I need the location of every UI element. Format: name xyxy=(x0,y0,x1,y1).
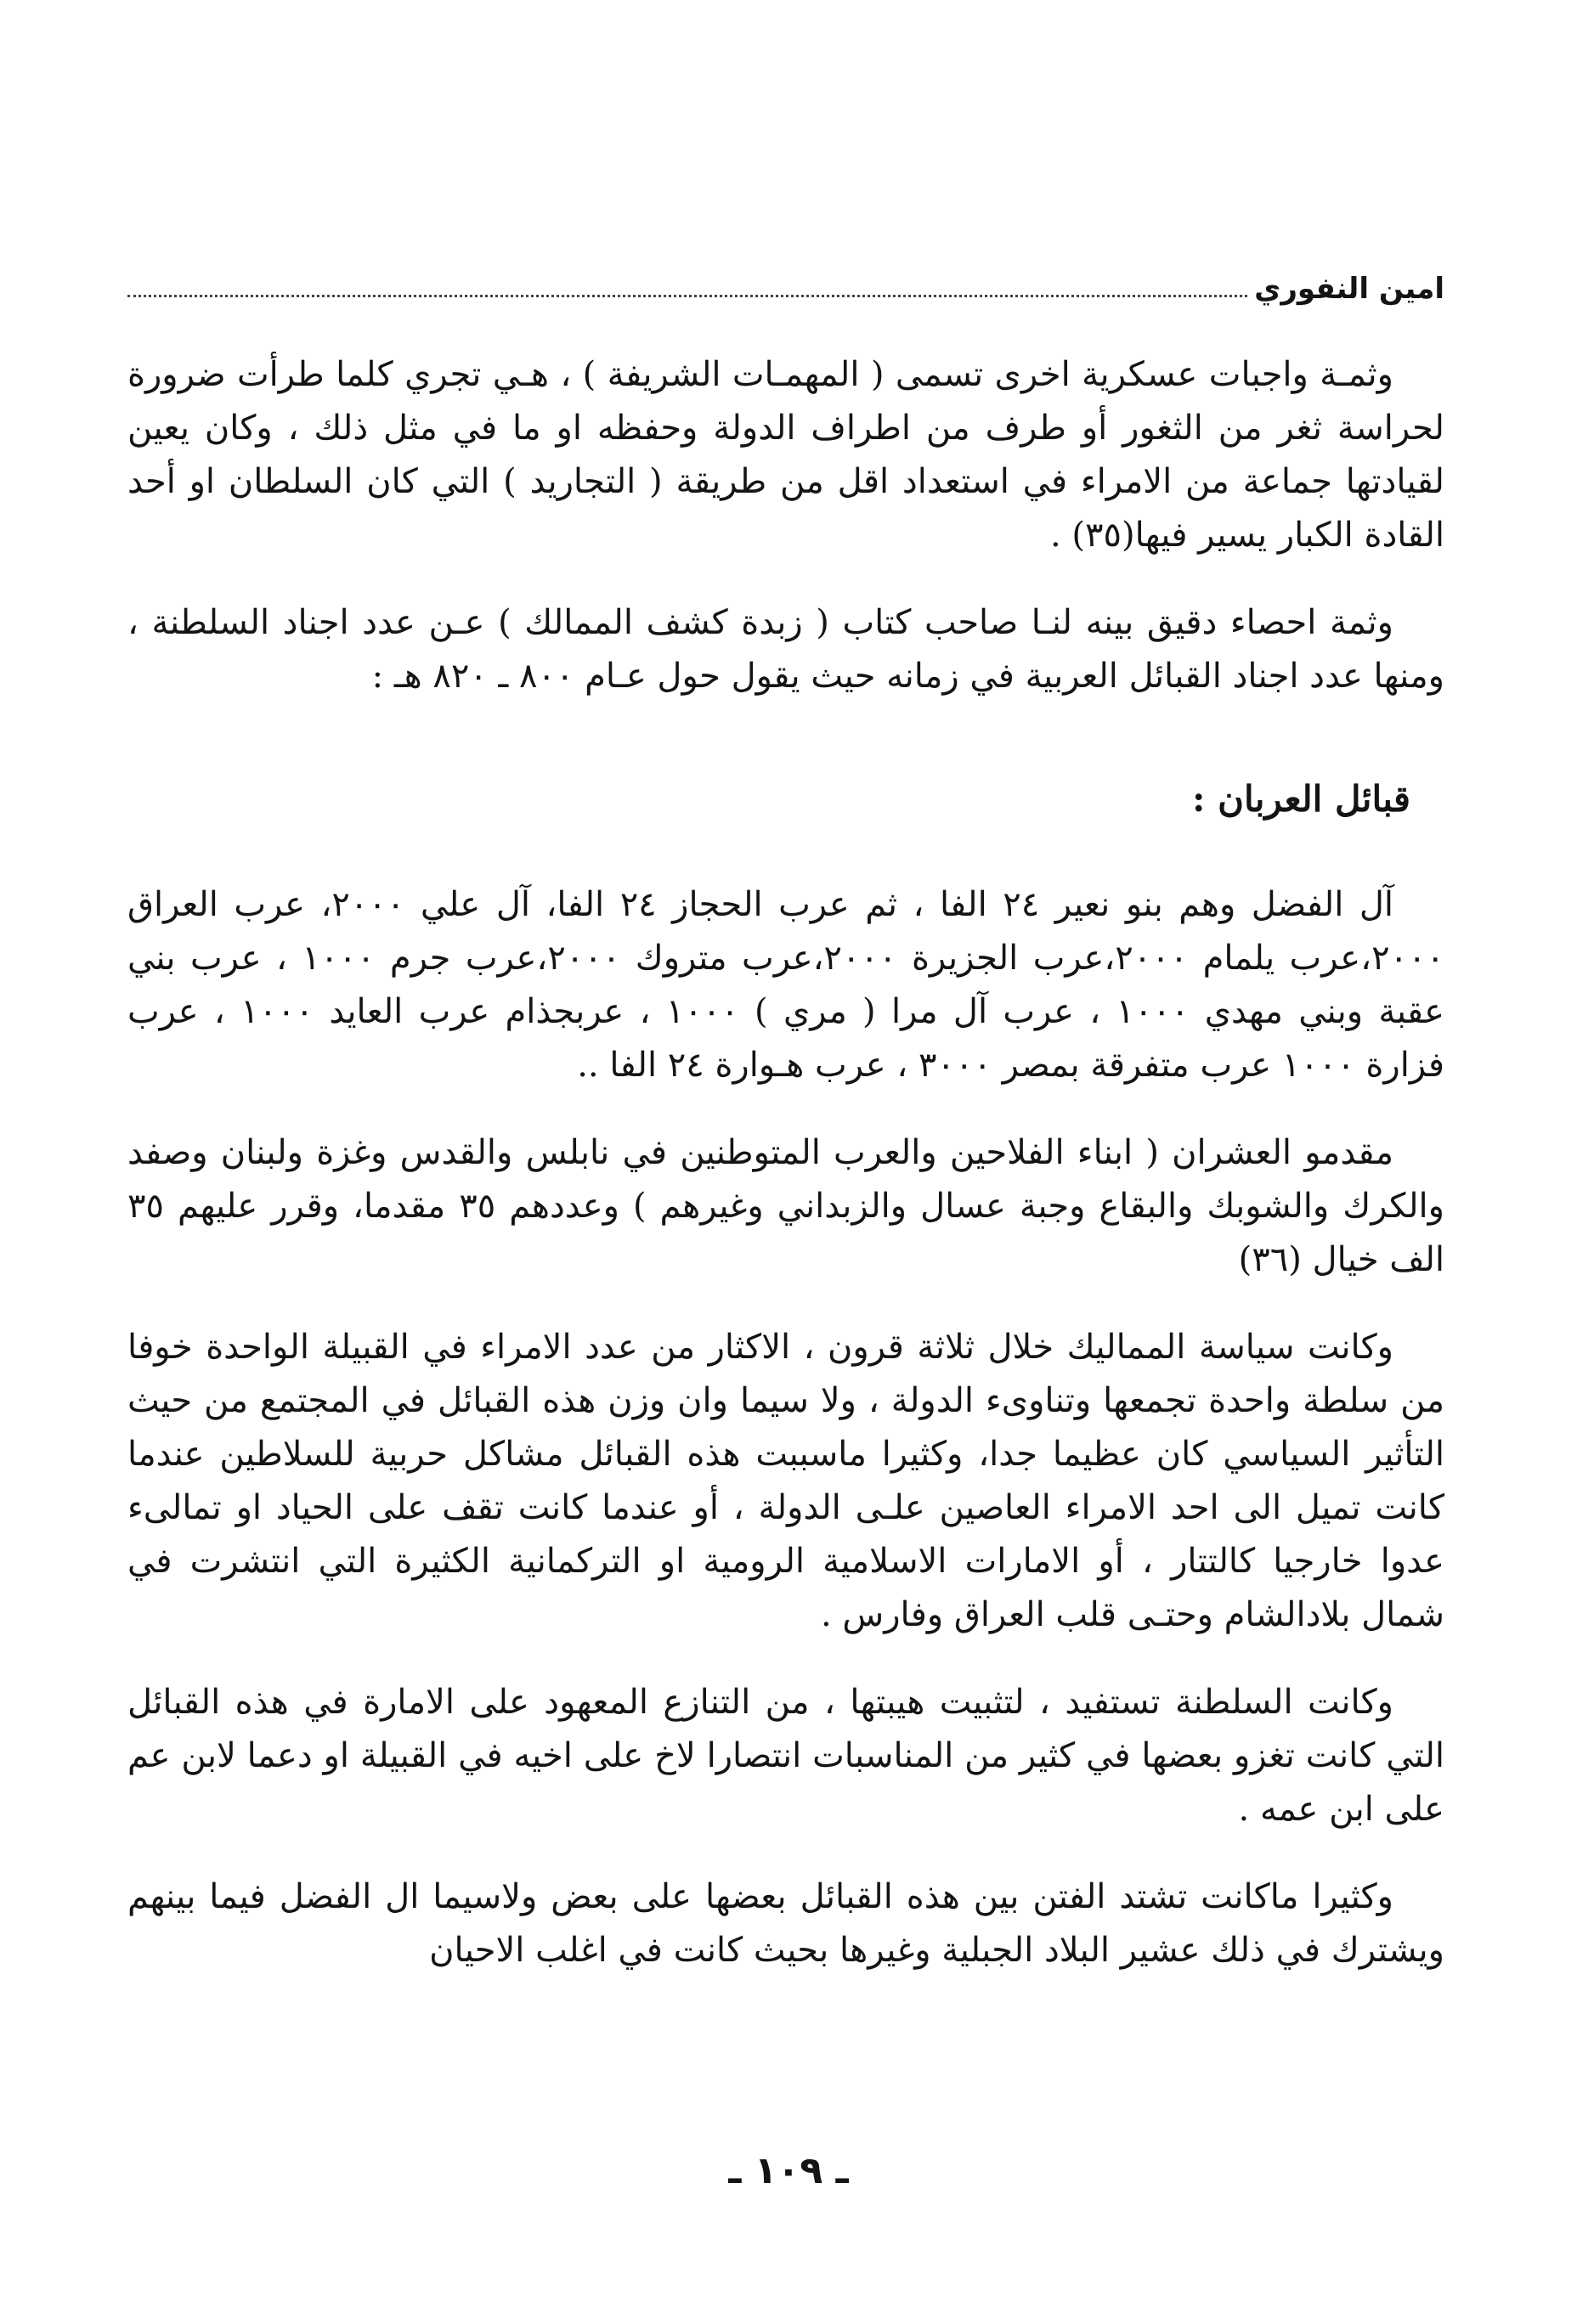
running-header xyxy=(127,255,1444,306)
section-heading-arab-tribes: قبائل العربان : xyxy=(1191,778,1410,820)
header-author: امين النفوري xyxy=(1254,272,1444,306)
paragraph-sultanate-benefit: وكانت السلطنة تستفيد ، لتثبيت هيبتها ، من التنازع المعهود على الامارة في هذه القبائل التي كانت تغزو بعضها في كثير من المناسبات انتصارا لاخ على اخيه في القبيلة او دعما لابن عم على ابن عمه . xyxy=(127,1683,1444,1829)
document-page xyxy=(127,255,1444,2011)
paragraph-ushran-leaders: مقدمو العشران ( ابناء الفلاحين والعرب المتوطنين في نابلس والقدس وغزة ولبنان وصفد والكرك والشوبك والبقاع وجبة عسال والزبداني وغيرهم ) وعددهم ٣٥ مقدما، وقرر عليهم ٣٥ الف خيال (٣٦) xyxy=(127,1133,1444,1279)
header-dotted-rule xyxy=(127,295,1247,297)
paragraph-mamluk-policy: وكانت سياسة المماليك خلال ثلاثة قرون ، الاكثار من عدد الامراء في القبيلة الواحدة خوفا من سلطة واحدة تجمعها وتناوىء الدولة ، ولا سيما وان وزن هذه القبائل في المجتمع من حيث التأثير السياسي كان عظيما جدا، وكثيرا ماسببت هذه القبائل مشاكل حربية للسلاطين عندما كانت تميل الى احد الامراء العاصين علـى الدولة ، أو عندما كانت تقف على الحياد او تمالىء عدوا خارجيا كالتتار ، أو الامارات الاسلامية الرومية او التركمانية الكثيرة التي انتشرت في شمال بلادالشام وحتـى قلب العراق وفارس . xyxy=(127,1328,1444,1634)
paragraph-census-intro: وثمة احصاء دقيق بينه لنـا صاحب كتاب ( زبدة كشف الممالك ) عـن عدد اجناد السلطنة ، ومنها عدد اجناد القبائل العربية في زمانه حيث يقول حول عـام ٨٠٠ ـ ٨٢٠ هـ : xyxy=(127,603,1444,696)
paragraph-tribal-strife: وكثيرا ماكانت تشتد الفتن بين هذه القبائل بعضها على بعض ولاسيما ال الفضل فيما بينهم ويشترك في ذلك عشير البلاد الجبلية وغيرها بحيث كانت في اغلب الاحيان xyxy=(127,1877,1444,1970)
page-number: ـ ١٠٩ ـ xyxy=(728,2149,849,2192)
paragraph-military-duties: وثمـة واجبات عسكرية اخرى تسمى ( المهمـات الشريفة ) ، هـي تجري كلما طرأت ضرورة لحراسة ثغر من الثغور أو طرف من اطراف الدولة وحفظه او ما في مثل ذلك ، وكان يعين لقيادتها جماعة من الامراء في استعداد اقل من طريقة ( التجاريد ) التي كان السلطان او أحد القادة الكبار يسير فيها(٣٥) . xyxy=(127,355,1444,555)
paragraph-tribe-counts: آل الفضل وهم بنو نعير ٢٤ الفا ، ثم عرب الحجاز ٢٤ الفا، آل علي ٢٠٠٠، عرب العراق ٢٠٠٠،عرب يلمام ٢٠٠٠،عرب الجزيرة ٢٠٠٠،عرب متروك ٢٠٠٠،عرب جرم ١٠٠٠ ، عرب بني عقبة وبني مهدي ١٠٠٠ ، عرب آل مرا ( مري ) ١٠٠٠ ، عربجذام عرب العايد ١٠٠٠ ، عرب فزارة ١٠٠٠ عرب متفرقة بمصر ٣٠٠٠ ، عرب هـوارة ٢٤ الفا .. xyxy=(127,885,1444,1085)
